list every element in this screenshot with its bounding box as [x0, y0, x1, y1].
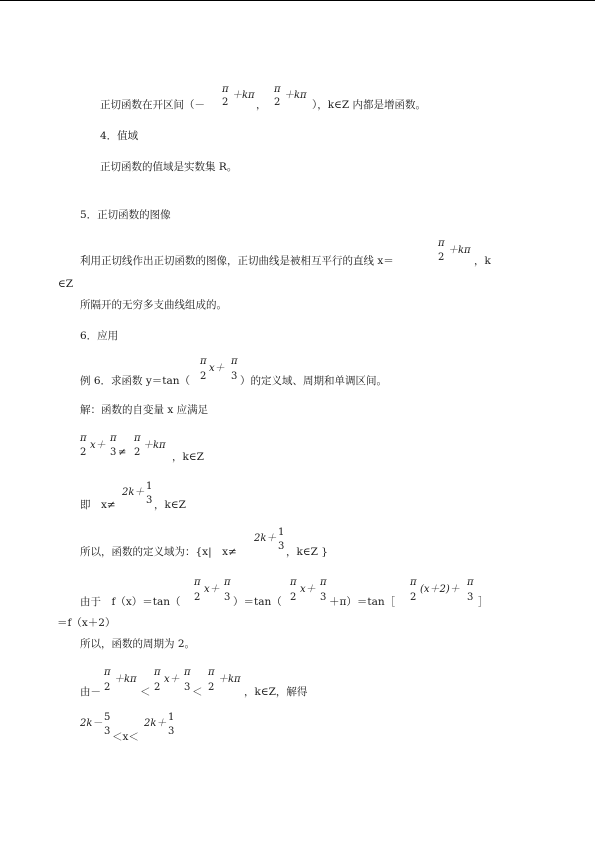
graph-k: ，k: [474, 255, 491, 267]
x-plus: x＋: [209, 363, 225, 374]
frac-2-den: 2: [410, 592, 417, 603]
you2-text: 由－: [80, 686, 101, 698]
frac-pi-num: π: [110, 433, 117, 444]
frac-pi-num: π: [290, 577, 297, 588]
frac-pi-num: π: [224, 577, 231, 588]
frac-pi-num: π: [410, 577, 417, 588]
frac-2-den: 2: [134, 447, 141, 458]
ji-text: 即 x≠: [80, 499, 116, 511]
plus-kpi: ＋kπ: [448, 245, 471, 256]
x-plus: x＋: [204, 584, 220, 595]
eq-mid1: ）＝tan（: [233, 596, 282, 608]
example-6-tail: ）的定义域、周期和单调区间。: [240, 375, 387, 387]
domain-k: ，k∈Z }: [286, 546, 328, 558]
graph-text-2: 所隔开的无穷多支曲线组成的。: [80, 299, 227, 311]
ji-k: ，k∈Z: [154, 499, 186, 511]
frac-3-den: 3: [110, 447, 117, 458]
youyu-text: 由于 f（x）＝tan（: [80, 596, 181, 608]
x-between: ＜x＜: [112, 731, 139, 743]
frac-pi-num: π: [184, 667, 191, 678]
frac-pi-num: π: [154, 667, 161, 678]
graph-text: 利用正切线作出正切函数的图像，正切曲线是被相互平行的直线 x＝: [80, 255, 394, 267]
frac-3-den: 3: [278, 541, 285, 552]
frac-3-den: 3: [104, 726, 111, 737]
frac-2-den: 2: [290, 592, 297, 603]
domain-text: 所以，函数的定义域为：{x| x≠: [80, 546, 237, 558]
frac-2-den: 2: [438, 252, 445, 263]
frac-2-den: 2: [104, 682, 111, 693]
frac-pi-num: π: [194, 577, 201, 588]
frac-3-den: 3: [231, 371, 238, 382]
plus-kpi: ＋kπ: [284, 90, 307, 101]
frac-1-num: 1: [278, 527, 285, 538]
plus-kpi: ＋kπ: [218, 674, 241, 685]
eq-end: ］: [478, 596, 489, 608]
eq-mid2: ＋π）＝tan［: [329, 596, 396, 608]
heading-application: 6．应用: [80, 330, 119, 342]
x-plus: x＋: [300, 584, 316, 595]
two-k-plus: 2k＋: [254, 533, 277, 544]
example-6: 例 6．求函数 y＝tan（: [80, 375, 191, 387]
plus-kpi: ＋kπ: [114, 674, 137, 685]
plus-kpi: ＋kπ: [143, 440, 166, 451]
eq-fx: ＝f（x＋2）: [57, 617, 116, 629]
frac-2-den: 2: [194, 592, 201, 603]
line-increasing-intro: 正切函数在开区间（－: [100, 99, 205, 111]
comma: ，: [256, 99, 267, 111]
two-k-minus: 2k－: [80, 718, 103, 729]
range-text: 正切函数的值域是实数集 R。: [100, 161, 238, 173]
frac-2-den: 2: [274, 97, 281, 108]
condition-k: ，k∈Z: [172, 451, 204, 463]
x-plus-2: (x＋2)＋: [420, 584, 460, 595]
frac-pi-num: π: [134, 433, 141, 444]
frac-3-den: 3: [320, 592, 327, 603]
frac-3-den: 3: [184, 682, 191, 693]
header-rule: [0, 0, 595, 1]
two-k-plus: 2k＋: [122, 487, 145, 498]
frac-2-den: 2: [222, 97, 229, 108]
line-increasing-tail: ），k∈Z 内都是增函数。: [312, 99, 427, 111]
frac-2-den: 2: [80, 447, 87, 458]
frac-pi-num: π: [80, 433, 87, 444]
frac-pi-num: π: [200, 356, 207, 367]
heading-graph: 5．正切函数的图像: [80, 209, 171, 221]
frac-2-den: 2: [154, 682, 161, 693]
frac-3-den: 3: [224, 592, 231, 603]
period-text: 所以，函数的周期为 2。: [80, 638, 196, 650]
graph-z: ∈Z: [58, 278, 74, 290]
x-plus: x＋: [90, 440, 106, 451]
neq: ≠: [118, 447, 127, 458]
frac-pi-num: π: [320, 577, 327, 588]
frac-2-den: 2: [208, 682, 215, 693]
frac-3-den: 3: [146, 495, 153, 506]
frac-pi-num: π: [231, 356, 238, 367]
frac-1-num: 1: [146, 481, 153, 492]
heading-range: 4．值域: [100, 130, 139, 142]
x-plus: x＋: [164, 674, 180, 685]
frac-2-den: 2: [200, 371, 207, 382]
frac-3-den: 3: [467, 592, 474, 603]
frac-3-den: 3: [168, 726, 175, 737]
frac-pi-num: π: [222, 84, 229, 95]
solve-text: ，k∈Z，解得: [244, 686, 308, 698]
frac-5-num: 5: [104, 712, 111, 723]
lt-sign: ＜: [192, 686, 203, 698]
plus-kpi: ＋kπ: [232, 90, 255, 101]
lt-sign: ＜: [140, 686, 151, 698]
solution-intro: 解：函数的自变量 x 应满足: [80, 404, 209, 416]
frac-pi-num: π: [104, 667, 111, 678]
frac-pi-num: π: [274, 84, 281, 95]
two-k-plus: 2k＋: [144, 718, 167, 729]
frac-pi-num: π: [467, 577, 474, 588]
frac-pi-num: π: [208, 667, 215, 678]
frac-pi-num: π: [438, 238, 445, 249]
frac-1-num: 1: [168, 712, 175, 723]
